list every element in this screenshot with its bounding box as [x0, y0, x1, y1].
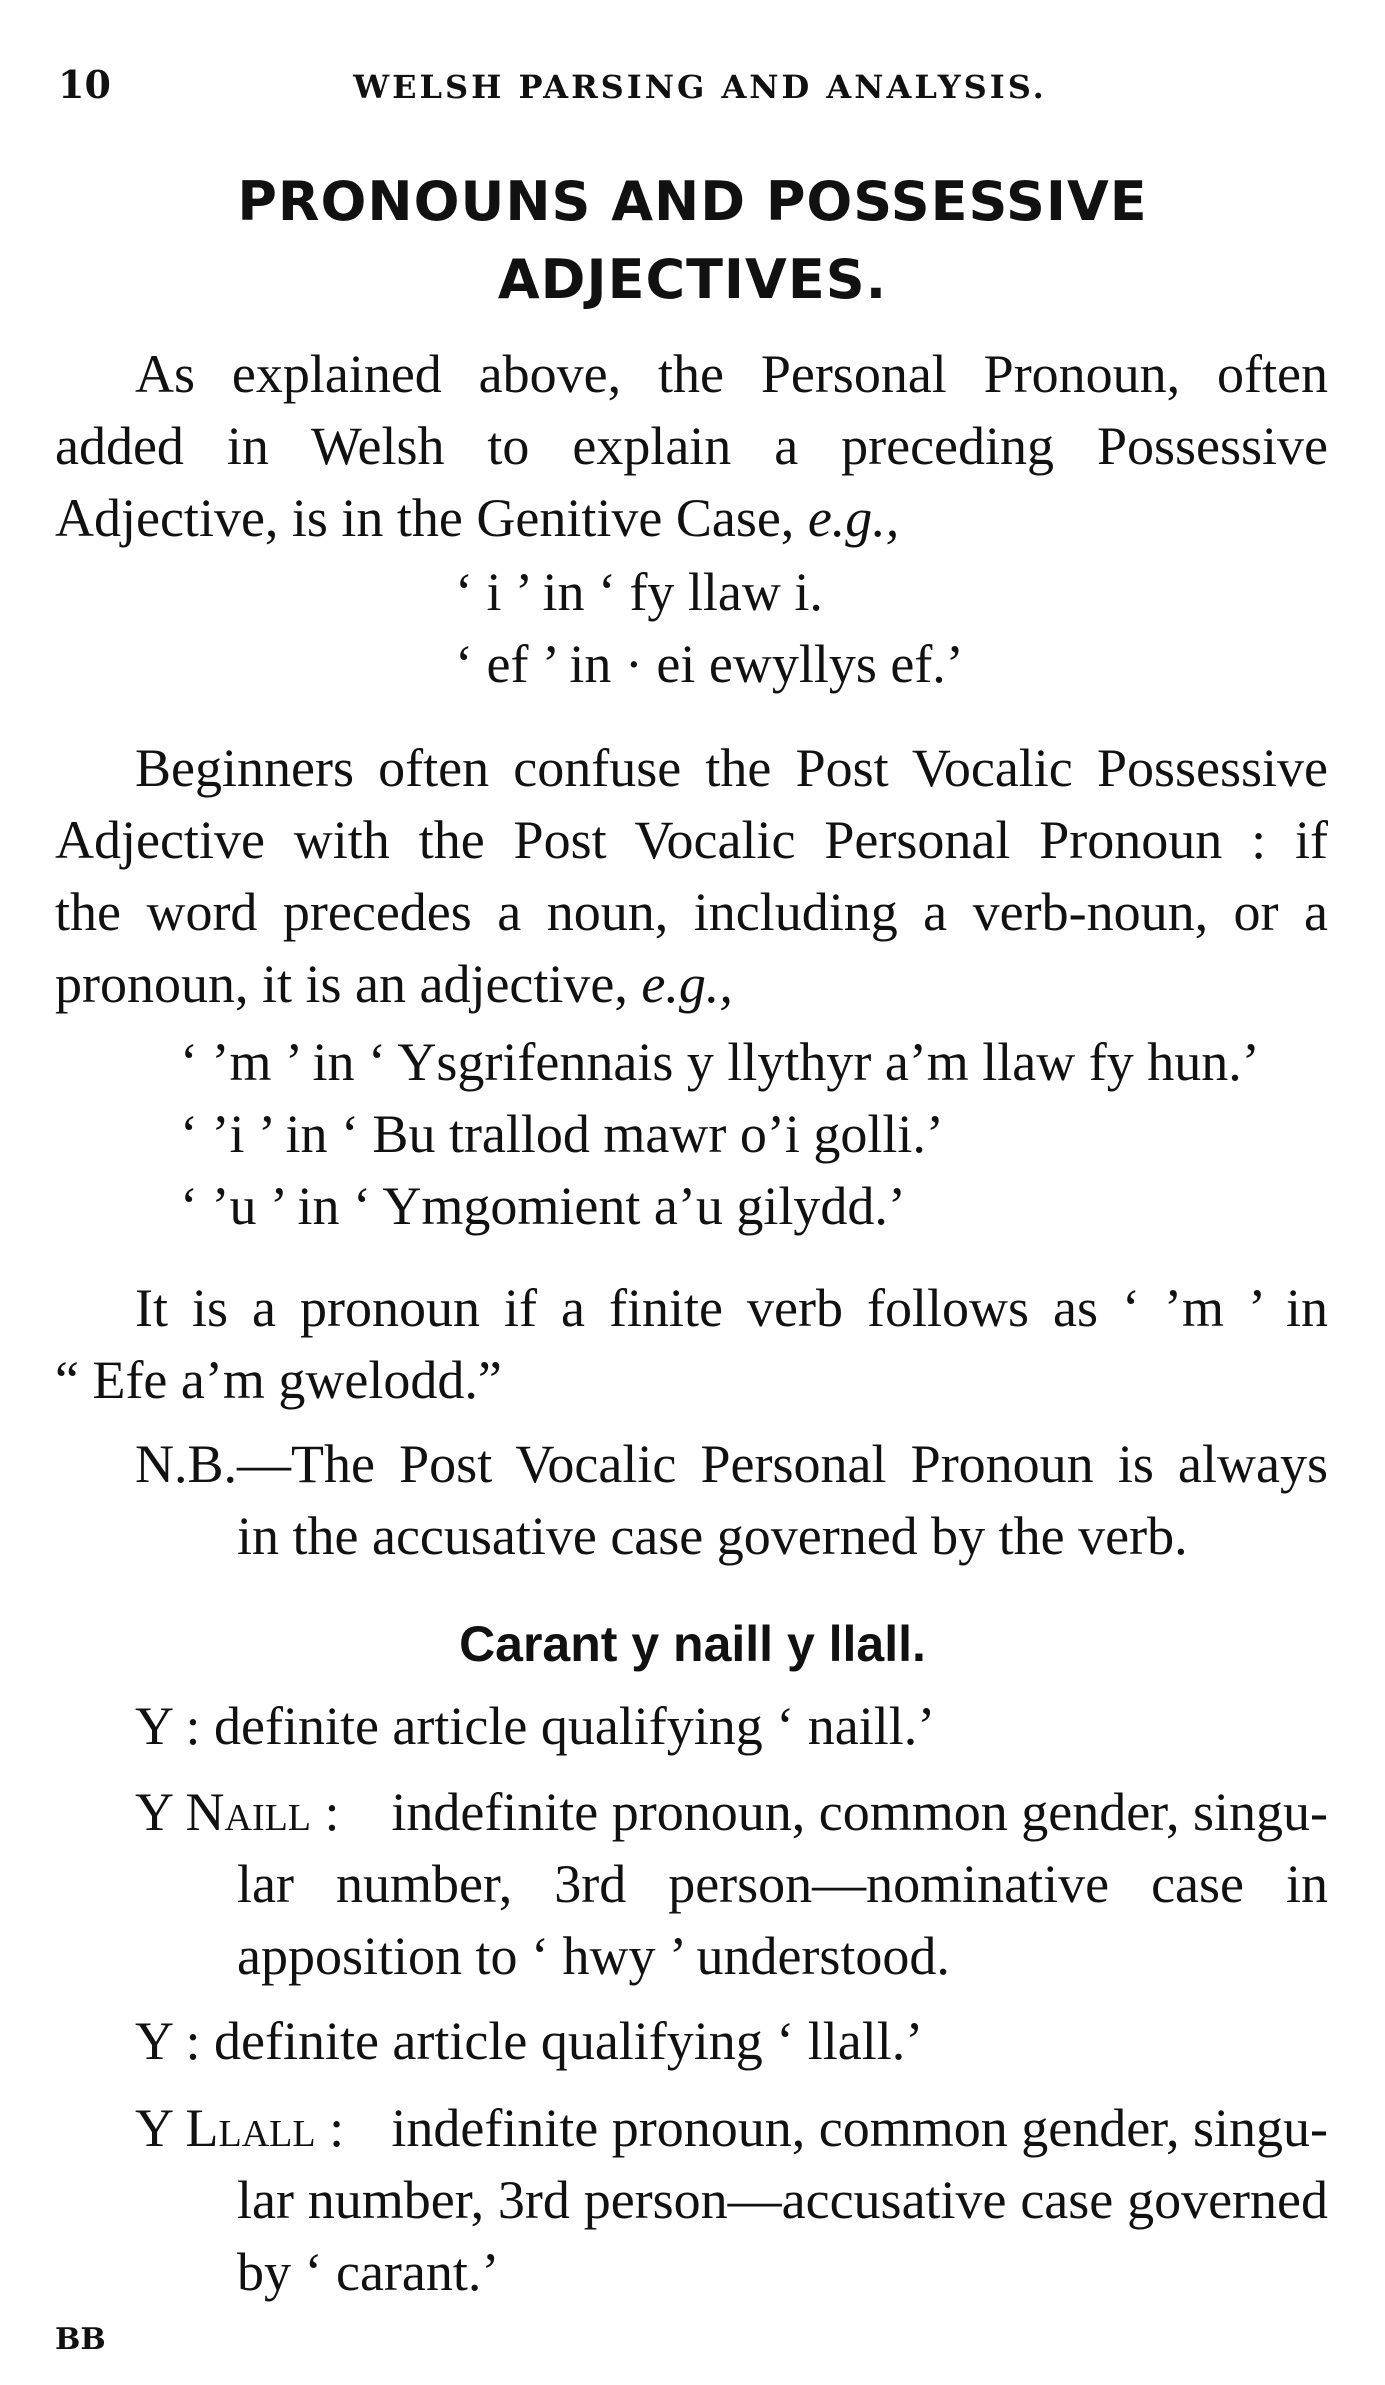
parse-entry-1 [135, 1690, 935, 1762]
parse-desc-4-line-3: by ‘ carant.’ [237, 2242, 500, 2302]
parse-desc-2-line-2: lar number, 3rd person—nominative case in [237, 1854, 1328, 1914]
example1-line-2: ‘ ef ’ in · ei ewyllys ef.’ [455, 634, 964, 694]
parse-term-4-first: Y L [135, 2098, 219, 2158]
parse-desc-1-line-1: definite article qualifying ‘ naill.’ [214, 1696, 936, 1756]
parse-desc-4-line-2: lar number, 3rd person—accusative case governed [237, 2170, 1328, 2230]
note-line-1: N.B.—The Post Vocalic Personal Pronoun is always [135, 1434, 1328, 1494]
parse-term-2-rest: aill [224, 1782, 312, 1842]
parse-entry-3 [135, 2005, 923, 2077]
parse-desc-3-line-1: definite article qualifying ‘ llall.’ [214, 2011, 924, 2071]
parse-desc-2-line-3: apposition to ‘ hwy ’ understood. [237, 1926, 950, 1986]
parse-entry-2 [135, 1776, 1328, 1848]
parse-term-4-rest: lall [218, 2098, 316, 2158]
example2-line-1: ‘ ’m ’ in ‘ Ysgrifennais y llythyr a’m llaw fy hun.’ [180, 1032, 1260, 1092]
para1-line-2: added in Welsh to explain a preceding Possessive [55, 416, 1328, 476]
note-line-2: in the accusative case governed by the verb. [237, 1506, 1188, 1566]
example2-line-2: ‘ ’i ’ in ‘ Bu trallod mawr o’i golli.’ [180, 1104, 944, 1164]
signature-mark: BB [55, 2322, 106, 2357]
parse-term-4 [135, 2092, 344, 2164]
para3-line-2: “ Efe a’m gwelodd.” [55, 1350, 502, 1410]
parse-term-2-first: Y N [135, 1782, 225, 1842]
parse-term-1: Y : [135, 1696, 201, 1756]
para2-eg: e.g., [641, 954, 733, 1014]
parse-entry-4 [135, 2092, 1328, 2164]
parse-term-2-colon: : [311, 1782, 340, 1842]
para1-line-3-text: Adjective, is in the Genitive Case, [55, 488, 795, 548]
parse-desc-4-line-1: indefinite pronoun, common gender, singu- [391, 2098, 1328, 2158]
para2-line-2: Adjective with the Post Vocalic Personal Pronoun : if [55, 810, 1328, 870]
example2-line-3: ‘ ’u ’ in ‘ Ymgomient a’u gilydd.’ [180, 1176, 906, 1236]
para1-line-1: As explained above, the Personal Pronoun, often [135, 344, 1328, 404]
para2-line-4-text: pronoun, it is an adjective, [55, 954, 628, 1014]
para2-line-4 [55, 948, 733, 1020]
para1-line-3 [55, 482, 899, 554]
section-title-line-1: PRONOUNS AND POSSESSIVE [237, 170, 1148, 233]
para3-line-1: It is a pronoun if a finite verb follows as ‘ ’m ’ in [135, 1278, 1328, 1338]
para2-line-1: Beginners often confuse the Post Vocalic Possessive [135, 738, 1328, 798]
page-number: 10 [58, 62, 111, 107]
running-title: WELSH PARSING AND ANALYSIS. [353, 68, 1047, 106]
parse-desc-2-line-1: indefinite pronoun, common gender, singu- [391, 1782, 1328, 1842]
para1-eg: e.g., [807, 488, 900, 548]
parse-term-4-colon: : [315, 2098, 345, 2158]
section-title-line-2: ADJECTIVES. [497, 248, 888, 311]
parse-term-2 [135, 1776, 340, 1848]
parse-term-3: Y : [135, 2011, 201, 2071]
para2-line-3: the word precedes a noun, including a verb-noun, or a [55, 882, 1328, 942]
example-heading: Carant y naill y llall. [459, 1616, 926, 1672]
example1-line-1: ‘ i ’ in ‘ fy llaw i. [455, 562, 823, 622]
